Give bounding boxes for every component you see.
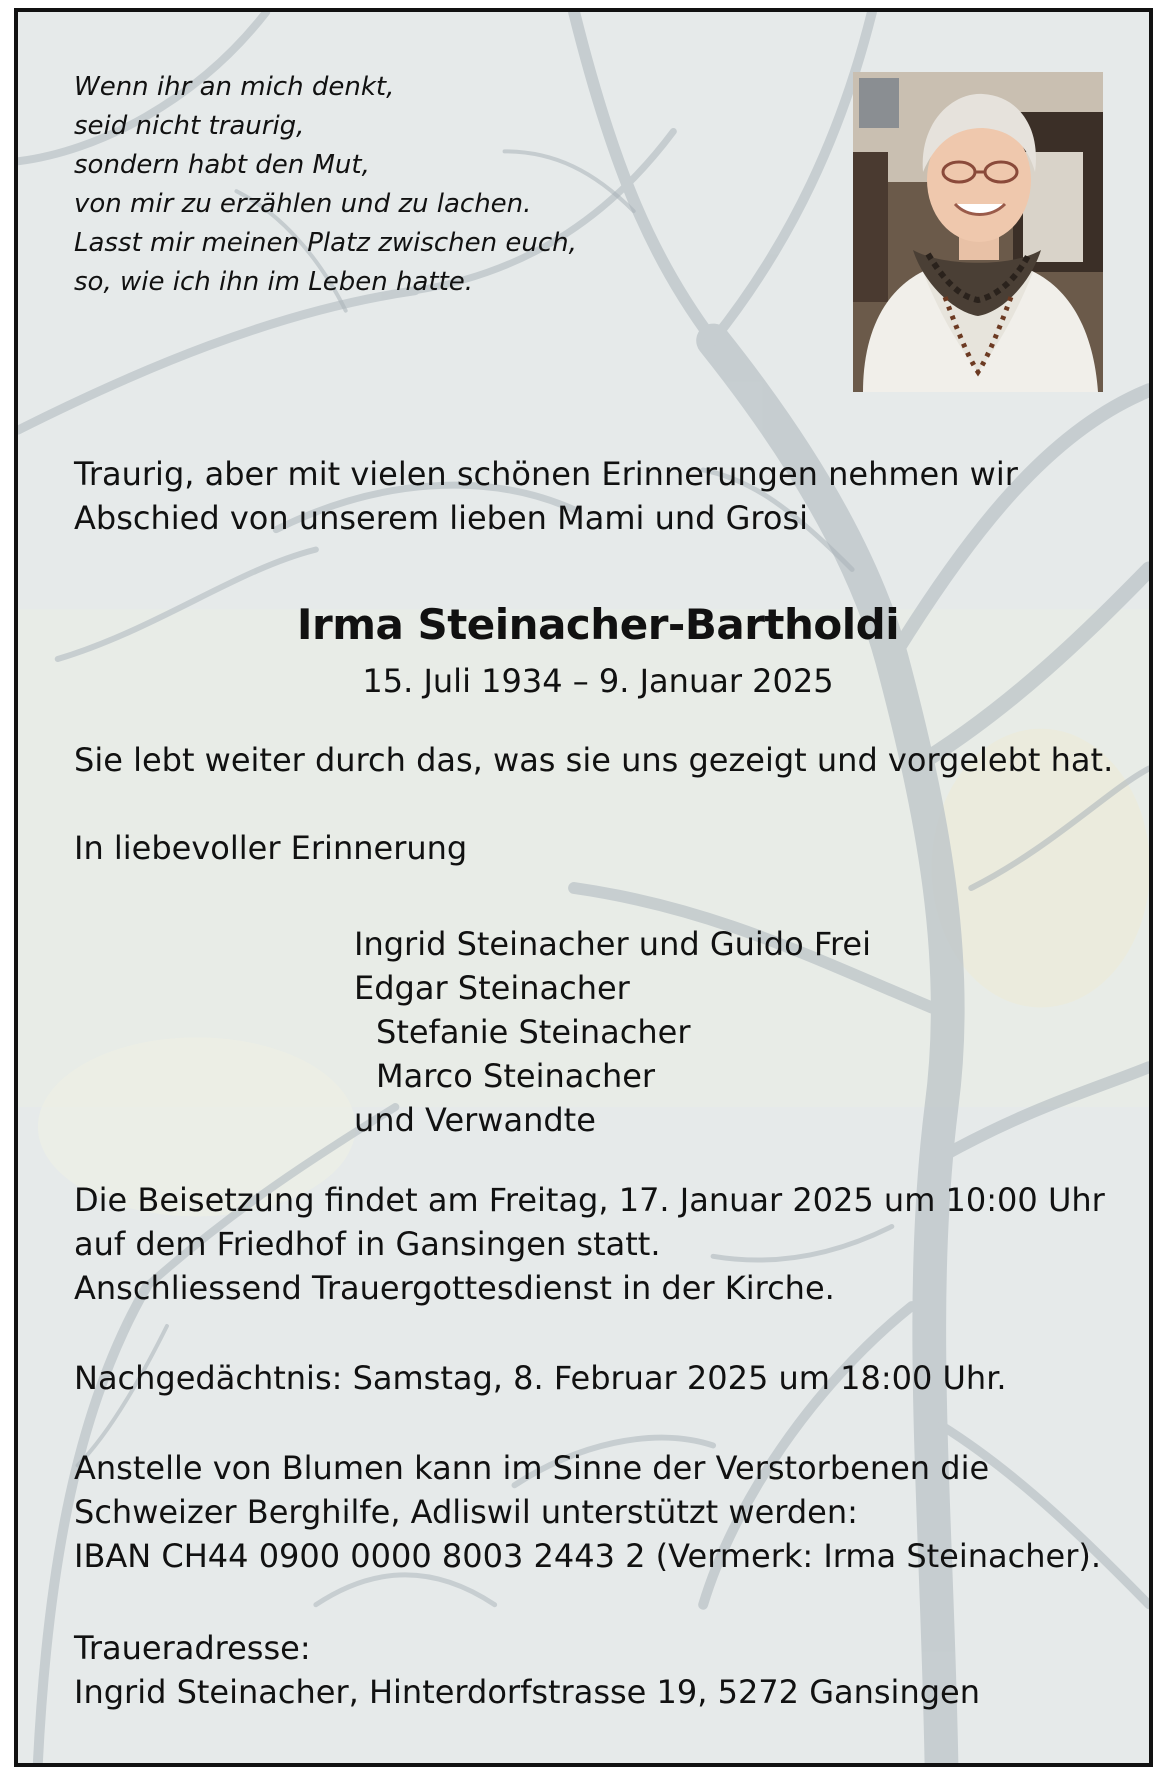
notice-content bbox=[18, 12, 1149, 1763]
signatory: Edgar Steinacher bbox=[354, 969, 630, 1007]
burial-line: auf dem Friedhof in Gansingen statt. bbox=[74, 1225, 661, 1263]
tribute-line: Sie lebt weiter durch das, was sie uns gezeigt und vorgelebt hat. bbox=[74, 741, 1114, 779]
memory-line: In liebevoller Erinnerung bbox=[74, 829, 468, 867]
address-heading: Traueradresse: bbox=[74, 1629, 311, 1667]
signatory: Marco Steinacher bbox=[376, 1057, 656, 1095]
poem-line: Lasst mir meinen Platz zwischen euch, bbox=[74, 228, 577, 258]
memorial-poem bbox=[74, 68, 634, 302]
burial-line: Die Beisetzung findet am Freitag, 17. Januar 2025 um 10:00 Uhr bbox=[74, 1181, 1105, 1219]
poem-line: von mir zu erzählen und zu lachen. bbox=[74, 189, 532, 219]
address-line: Ingrid Steinacher, Hinterdorfstrasse 19, 5272 Gansingen bbox=[74, 1673, 980, 1711]
memorial-service-line: Nachgedächtnis: Samstag, 8. Februar 2025 um 18:00 Uhr. bbox=[74, 1359, 1007, 1397]
poem-line: Wenn ihr an mich denkt, bbox=[74, 72, 395, 102]
poem-line: seid nicht traurig, bbox=[74, 111, 305, 141]
life-dates: 15. Juli 1934 – 9. Januar 2025 bbox=[362, 662, 834, 700]
intro-line: Traurig, aber mit vielen schönen Erinnerungen nehmen wir bbox=[74, 455, 1018, 493]
signatories-list bbox=[354, 922, 871, 1142]
donation-line: Anstelle von Blumen kann im Sinne der Verstorbenen die bbox=[74, 1449, 990, 1487]
burial-line: Anschliessend Trauergottesdienst in der Kirche. bbox=[74, 1269, 835, 1307]
poem-line: sondern habt den Mut, bbox=[74, 150, 370, 180]
donation-line: Schweizer Berghilfe, Adliswil unterstützt werden: bbox=[74, 1493, 858, 1531]
portrait-photo bbox=[853, 72, 1103, 392]
signatory: Stefanie Steinacher bbox=[376, 1013, 691, 1051]
signatory: und Verwandte bbox=[354, 1101, 596, 1139]
donation-iban-line: IBAN CH44 0900 0000 8003 2443 2 (Vermerk: Irma Steinacher). bbox=[74, 1537, 1102, 1575]
deceased-name: Irma Steinacher-Bartholdi bbox=[296, 600, 900, 649]
signatory: Ingrid Steinacher und Guido Frei bbox=[354, 925, 871, 963]
obituary-notice bbox=[14, 8, 1153, 1767]
poem-line: so, wie ich ihn im Leben hatte. bbox=[74, 267, 474, 297]
intro-line: Abschied von unserem lieben Mami und Grosi bbox=[74, 499, 808, 537]
